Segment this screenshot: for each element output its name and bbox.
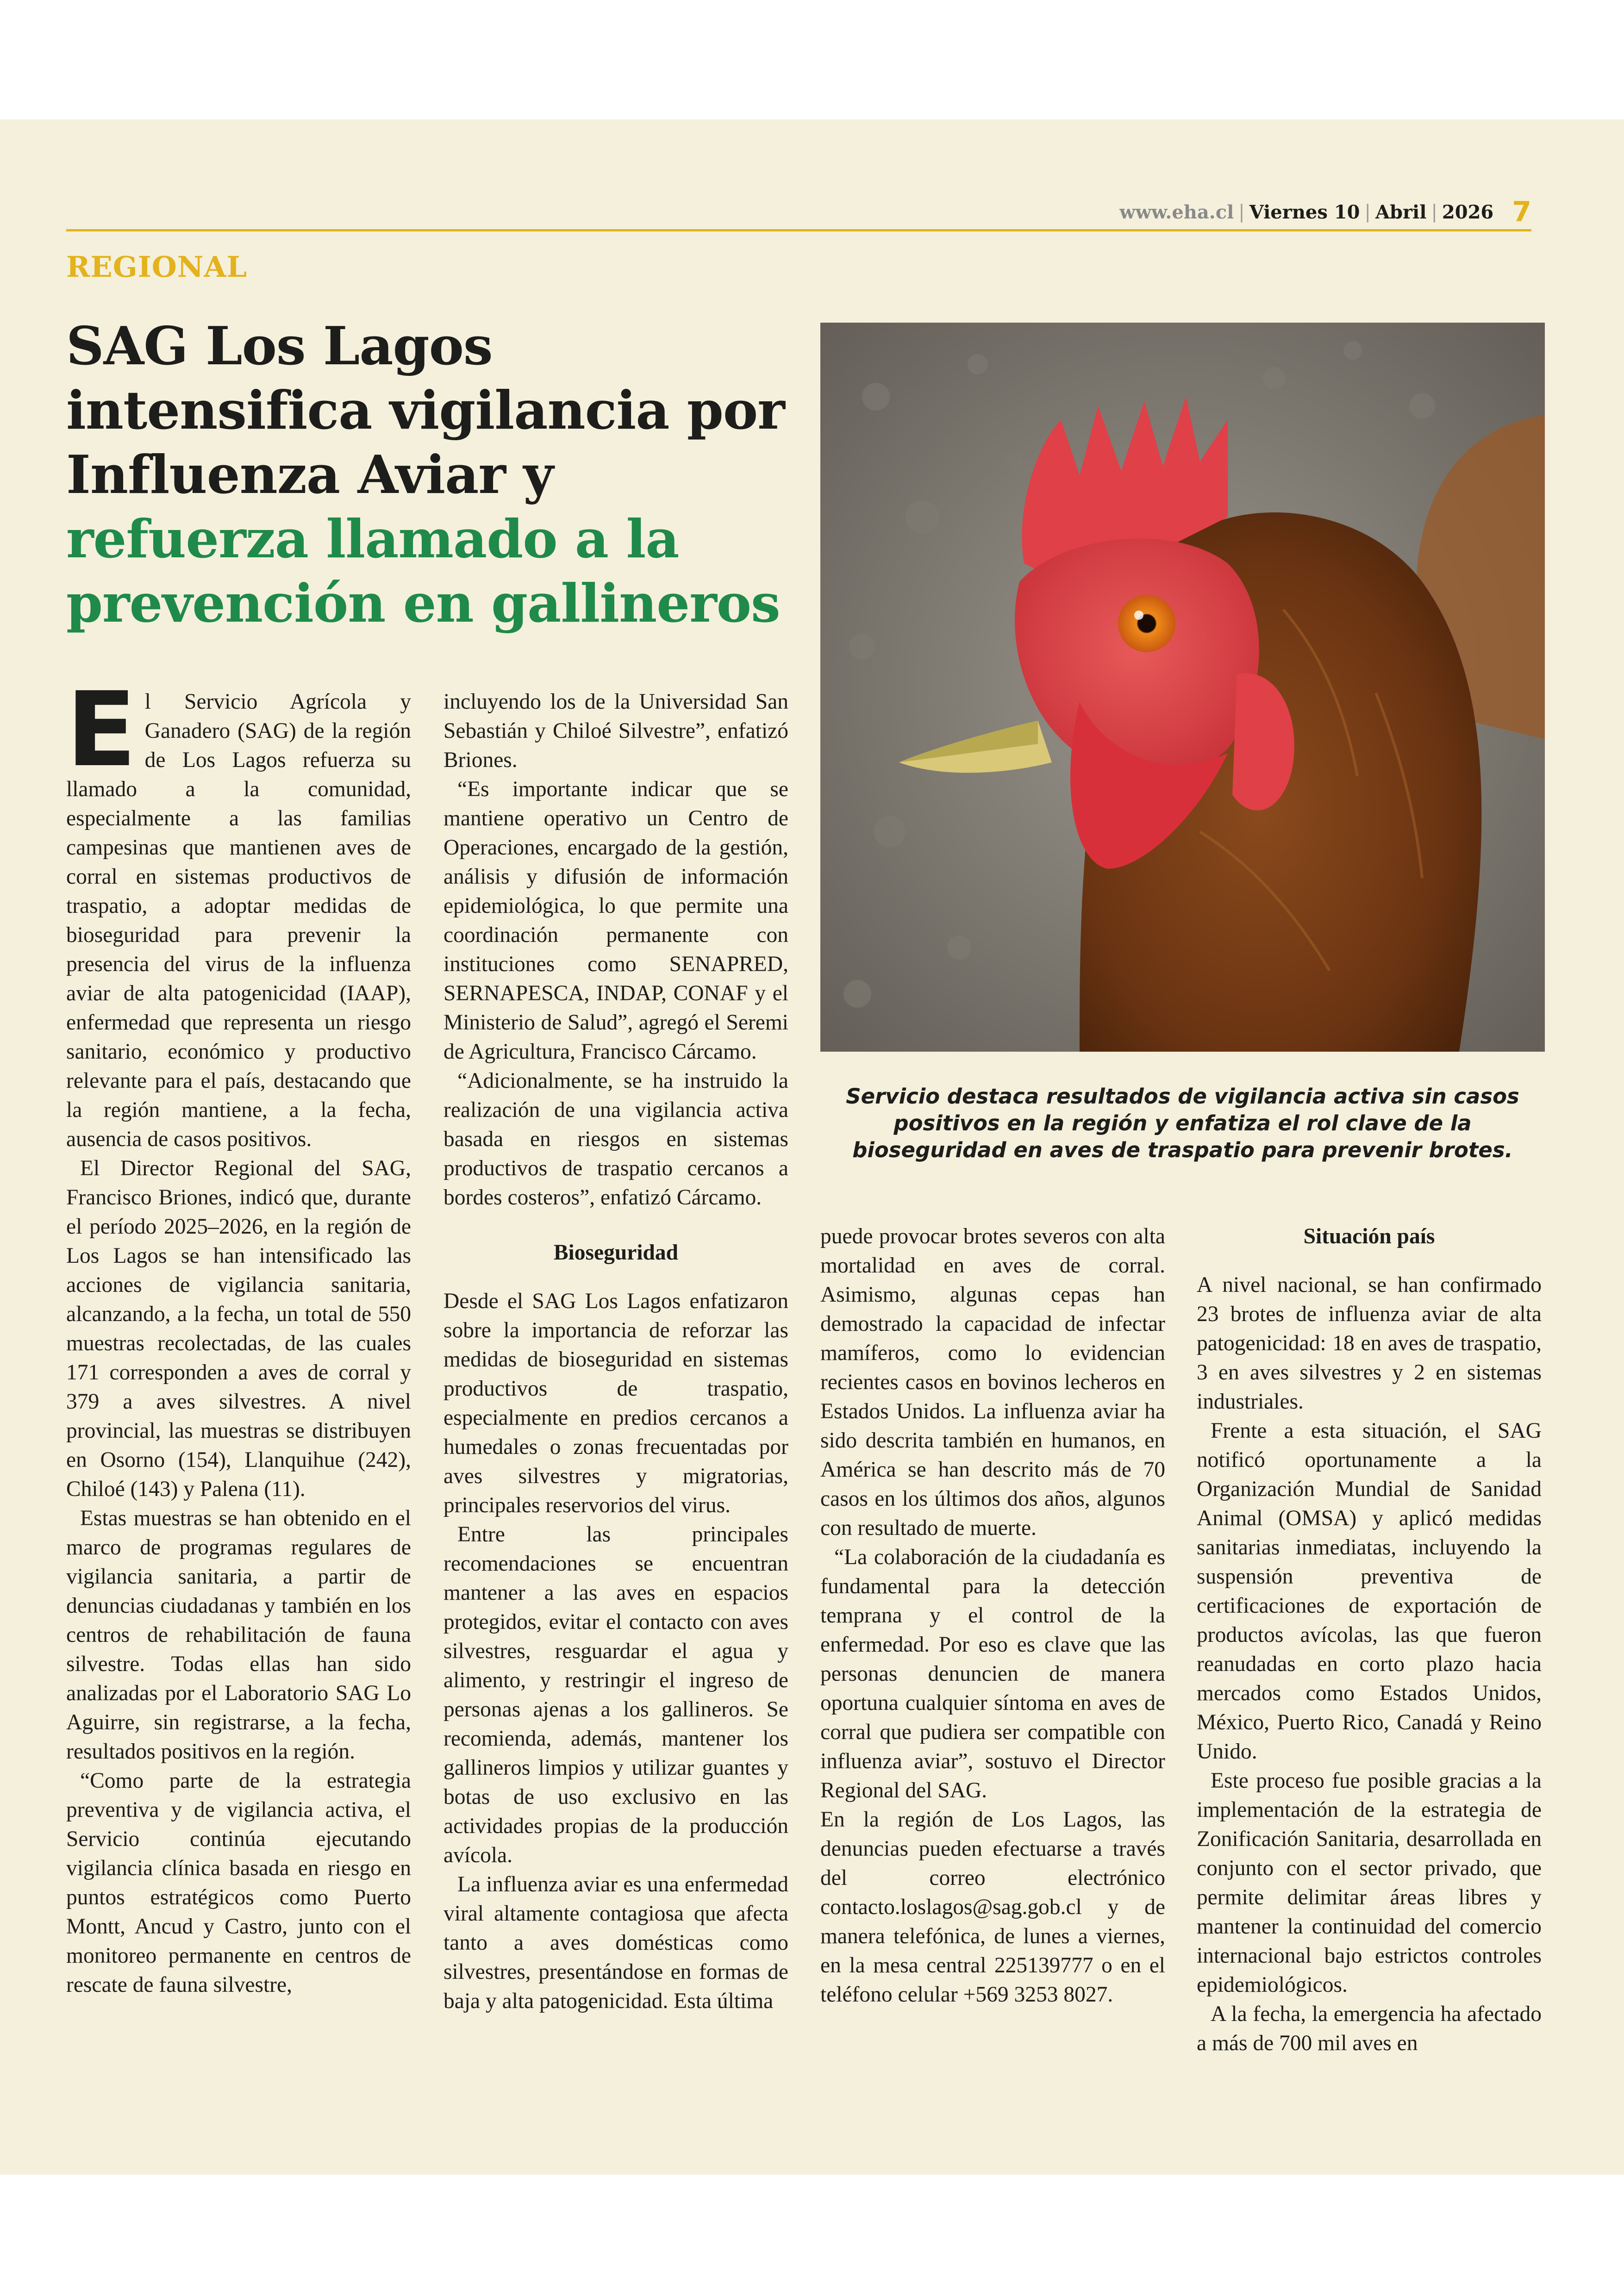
separator: | — [1238, 201, 1245, 223]
photo-caption: Servicio destaca resultados de vigilancia activa sin casos positivos en la región y enfatiza el rol clave de la bioseguridad en aves de traspatio para prevenir brotes. — [846, 1084, 1519, 1162]
header-year: 2026 — [1442, 201, 1494, 223]
header-day: Viernes 10 — [1249, 201, 1360, 223]
separator: | — [1431, 201, 1437, 223]
subheading-bioseguridad: Bioseguridad — [553, 1241, 679, 1265]
headline-green: refuerza llamado a la prevención en gallineros — [66, 508, 780, 634]
article-column-1 — [66, 670, 411, 2000]
section-label: REGIONAL — [66, 250, 248, 284]
lead-text: l Servicio Agrícola y Ganadero (SAG) de la región de Los Lagos refuerza su llamado a la comunidad, especialmente a las familias campesinas que mantienen aves de corral en sistemas productivos de traspatio, a adoptar medidas de bioseguridad para prevenir la presencia del virus de la influenza aviar de alta patogenicidad (IAAP), enfermedad que representa un riesgo sanitario, económico y productivo relevante para el país, destacando que la región mantiene, a la fecha, ausencia de casos positivos. — [66, 690, 411, 1151]
article-paragraph: A nivel nacional, se han confirmado 23 brotes de influenza aviar de alta patogenicidad: 18 en aves de traspatio, 3 en aves silvestres y 2 en sistemas industriales. — [1197, 1273, 1542, 1414]
article-paragraph: Estas muestras se han obtenido en el marco de programas regulares de vigilancia sanitaria, a partir de denuncias ciudadanas y también en los centros de rehabilitación de fauna silvestre. Todas ellas han sido analizadas por el Laboratorio SAG Lo Aguirre, sin registrarse, a la fecha, resultados positivos en la región. — [66, 1506, 411, 1764]
page-header — [1119, 193, 1531, 231]
article-paragraph: La influenza aviar es una enfermedad viral altamente contagiosa que afecta tanto a aves domésticas como silvestres, presentándose en formas de baja y alta patogenicidad. Esta última — [443, 1872, 788, 2013]
header-month: Abril — [1375, 201, 1427, 223]
article-paragraph: A la fecha, la emergencia ha afectado a más de 700 mil aves en — [1197, 2002, 1542, 2055]
article-paragraph: incluyendo los de la Universidad San Sebastián y Chiloé Silvestre”, enfatizó Briones. — [443, 690, 788, 772]
article-paragraph: puede provocar brotes severos con alta mortalidad en aves de corral. Asimismo, algunas cepas han demostrado la capacidad de infectar mamíferos, como lo evidencian recientes casos en bovinos lecheros en Estados Unidos. La influenza aviar ha sido descrita también en humanos, en América se han descrito más de 70 casos en los últimos dos años, algunos con resultado de muerte. — [820, 1224, 1165, 1540]
article-paragraph: El Director Regional del SAG, Francisco Briones, indicó que, durante el período 2025–2026, en la región de Los Lagos se han intensificado las acciones de vigilancia sanitaria, alcanzando, a la fecha, un total de 550 muestras recolectadas, de las cuales 171 corresponden a aves de corral y 379 a aves silvestres. A nivel provincial, las muestras se distribuyen en Osorno (154), Llanquihue (242), Chiloé (143) y Palena (11). — [66, 1156, 411, 1501]
article-paragraph — [66, 670, 411, 1154]
article-paragraph: Desde el SAG Los Lagos enfatizaron sobre la importancia de reforzar las medidas de bioseguridad en sistemas productivos de traspatio, especialmente en predios cercanos a humedales o zonas frecuentadas por aves silvestres y migratorias, principales reservorios del virus. — [443, 1289, 788, 1517]
headline-black: SAG Los Lagos intensifica vigilancia por Influenza Aviar y — [66, 315, 785, 505]
subheading-situacion-pais: Situación país — [1303, 1224, 1435, 1248]
article-paragraph: “Adicionalmente, se ha instruido la realización de una vigilancia activa basada en riesgos en sistemas productivos de traspatio cercanos a bordes costeros”, enfatizó Cárcamo. — [443, 1069, 788, 1210]
page-number: 7 — [1512, 196, 1531, 228]
rooster-head-icon — [820, 323, 1545, 1052]
article-column-3 — [820, 1222, 1165, 2009]
article-headline — [66, 314, 807, 636]
article-paragraph: Este proceso fue posible gracias a la implementación de la estrategia de Zonificación Sanitaria, desarrollada en conjunto con el sector privado, que permite delimitar áreas libres y mantener la continuidad del comercio internacional bajo estrictos controles epidemiológicos. — [1197, 1769, 1542, 1997]
article-paragraph: “Es importante indicar que se mantiene operativo un Centro de Operaciones, encargado de la gestión, análisis y difusión de información epidemiológica, lo que permite una coordinación permanente con instituciones como SENAPRED, SERNAPESCA, INDAP, CONAF y el Ministerio de Salud”, agregó el Seremi de Agricultura, Francisco Cárcamo. — [443, 777, 788, 1064]
article-column-2 — [443, 687, 788, 2016]
article-paragraph: “La colaboración de la ciudadanía es fundamental para la detección temprana y el control de la enfermedad. Por eso es clave que las personas denuncien de manera oportuna cualquier síntoma en aves de corral que pudiera ser compatible con influenza aviar”, sostuvo el Director Regional del SAG. — [820, 1545, 1165, 1802]
article-column-4 — [1197, 1222, 1542, 2058]
site-url: www.eha.cl — [1119, 201, 1234, 223]
article-paragraph: Frente a esta situación, el SAG notificó oportunamente a la Organización Mundial de Sanidad Animal (OMSA) y aplicó medidas sanitarias inmediatas, incluyendo la suspensión preventiva de certificaciones de exportación de productos avícolas, las que fueron reanudadas en corto plazo hacia mercados como Estados Unidos, México, Puerto Rico, Canadá y Reino Unido. — [1197, 1419, 1542, 1764]
header-rule — [66, 229, 1531, 231]
article-paragraph: “Como parte de la estrategia preventiva y de vigilancia activa, el Servicio continúa ejecutando vigilancia clínica basada en riesgo en puntos estratégicos como Puerto Montt, Ancud y Castro, junto con el monitoreo permanente en centros de rescate de fauna silvestre, — [66, 1769, 411, 1997]
drop-cap: E — [66, 670, 137, 790]
article-photo — [820, 323, 1545, 1052]
article-paragraph: Entre las principales recomendaciones se encuentran mantener a las aves en espacios protegidos, evitar el contacto con aves silvestres, resguardar el agua y alimento, y restringir el ingreso de personas ajenas a los gallineros. Se recomienda, además, mantener los gallineros limpios y utilizar guantes y botas de uso exclusivo en las actividades propias de la producción avícola. — [443, 1522, 788, 1867]
article-paragraph: En la región de Los Lagos, las denuncias pueden efectuarse a través del correo electrónico contacto.loslagos@sag.gob.cl y de manera telefónica, de lunes a viernes, en la mesa central 225139777 o en el teléfono celular +569 3253 8027. — [820, 1808, 1165, 2007]
separator: | — [1364, 201, 1371, 223]
